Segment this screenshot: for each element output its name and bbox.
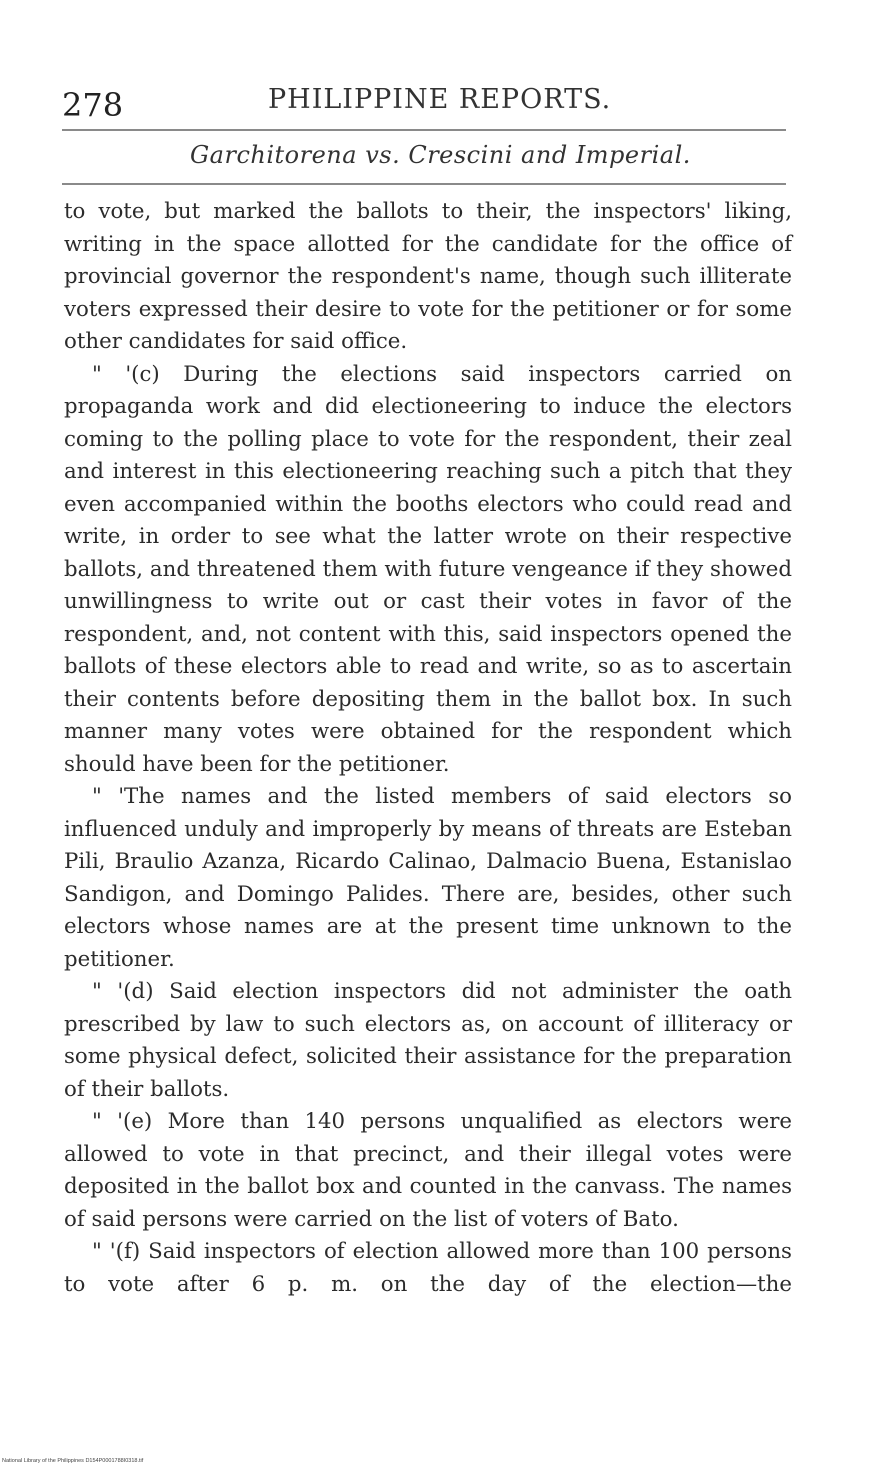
paragraph: " 'The names and the listed members of said electors so influenced unduly and improperly by means of threats are Esteban Pili, Braulio Azanza, Ricardo Calinao, Dalmacio Buena, Estanislao Sandigon, and Domingo Palides. There are, besides, other such electors whose names are at the present time unknown to the petitioner. [64, 784, 792, 972]
paragraph: " '(c) During the elections said inspectors carried on propaganda work and did electioneering to induce the electors coming to the polling place to vote for the respondent, their zeal and interest in this electioneering reaching such a pitch that they even accompanied within the booths electors who could read and write, in order to see what the latter wrote on their respective ballots, and threatened them with future vengeance if they showed unwillingness to write out or cast their votes in favor of the respondent, and, not content with this, said inspectors opened the ballots of these electors able to read and write, so as to ascertain their contents before depositing them in the ballot box. In such manner many votes were obtained for the respondent which should have been for the petitioner. [64, 361, 792, 777]
scan-footer: National Library of the Philippines D154P0001788I0318.tif [2, 1458, 144, 1464]
body-text [64, 196, 792, 1301]
paragraph: " '(e) More than 140 persons unqualified as electors were allowed to vote in that precinct, and their illegal votes were deposited in the ballot box and counted in the canvass. The names of said persons were carried on the list of voters of Bato. [64, 1109, 792, 1232]
paragraph: " '(f) Said inspectors of election allowed more than 100 persons to vote after 6 p. m. on the day of the election—the [64, 1239, 792, 1297]
paragraph: " '(d) Said election inspectors did not administer the oath prescribed by law to such electors as, on account of illiteracy or some physical defect, solicited their assistance for the preparation of their ballots. [64, 979, 792, 1102]
header-rule-bottom [62, 183, 786, 185]
paragraph: to vote, but marked the ballots to their, the inspectors' liking, writing in the space allotted for the candidate for the office of provincial governor the respondent's name, though such illiterate voters expressed their desire to vote for the petitioner or for some other candidates for said office. [64, 199, 792, 354]
running-head: PHILIPPINE REPORTS. [268, 84, 612, 115]
case-title: Garchitorena vs. Crescini and Imperial. [190, 141, 691, 169]
header-rule-top [62, 129, 786, 131]
page-number: 278 [62, 86, 124, 124]
